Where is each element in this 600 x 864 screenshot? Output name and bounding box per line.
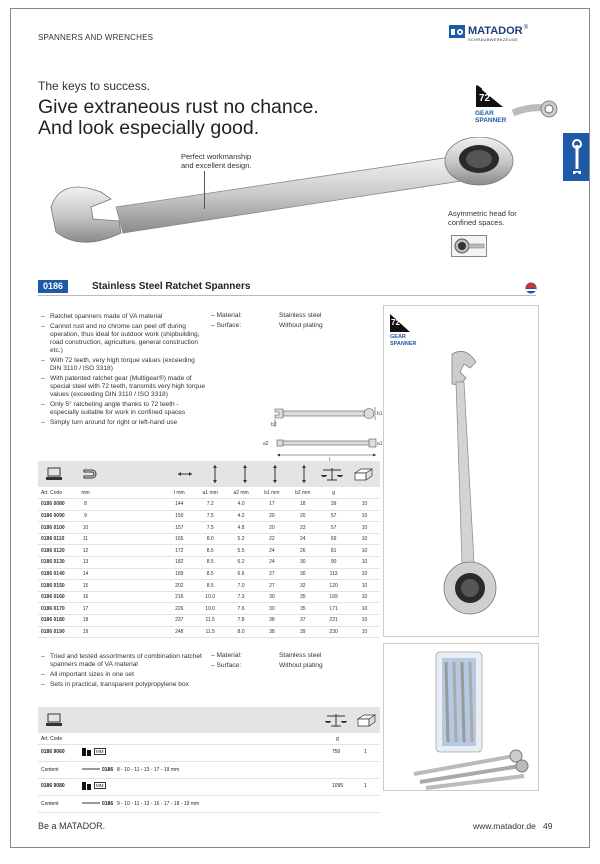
value-cell: 10 [349, 522, 380, 534]
article-code-cell: 0186 0100 [38, 522, 79, 534]
brand-subline: SCHRAUBWERKZEUGE [468, 37, 519, 42]
article-icon [46, 713, 62, 727]
article-code-cell: 0186 0130 [38, 557, 79, 569]
value-cell: 24 [256, 557, 287, 569]
qty-cell: 1 [364, 783, 367, 789]
value-cell: 10 [349, 545, 380, 557]
article-code-cell: 0186 9080 [41, 783, 65, 789]
feature-item: – Cannot rust and no chrome can peel off during operation, thus ideal for outdoor work (shipbuilding, road construction, agriculture, general construction etc.) [41, 323, 207, 355]
head-detail-image [451, 235, 487, 257]
value-cell: 7.8 [226, 615, 257, 627]
value-cell: 7.2 [195, 499, 226, 511]
table-row [38, 580, 380, 592]
qty-cell: 1 [364, 749, 367, 755]
value-cell: 7.6 [226, 603, 257, 615]
product1-specs [211, 311, 359, 331]
feature-item: – Simply turn around for right or left-hand use [41, 419, 207, 427]
value-cell: 171 [318, 603, 349, 615]
value-cell: 248 [164, 626, 195, 638]
value-cell: 11.5 [195, 615, 226, 627]
value-cell: 165 [164, 533, 195, 545]
value-cell: 226 [164, 603, 195, 615]
package-icon [353, 467, 373, 481]
value-cell: 237 [164, 615, 195, 627]
article-code-cell: 0186 0080 [38, 499, 79, 511]
value-cell: 10 [349, 603, 380, 615]
value-cell: 12 [79, 545, 92, 557]
feature-item: – Ratchet spanners made of VA material [41, 313, 207, 321]
value-cell: 18 [79, 615, 92, 627]
value-cell: 15 [79, 580, 92, 592]
ratchet-spanner-image [384, 306, 540, 636]
chapter-tab[interactable] [563, 133, 590, 181]
value-cell: 144 [164, 499, 195, 511]
brand-name: MATADOR [468, 25, 523, 37]
value-cell: 20 [287, 510, 318, 522]
section-rule [38, 295, 536, 296]
value-cell: 8.5 [195, 580, 226, 592]
set-case-icon [82, 781, 92, 791]
value-cell: 57 [318, 510, 349, 522]
value-cell: 10 [349, 510, 380, 522]
value-cell: 30 [287, 568, 318, 580]
length-icon [178, 470, 192, 478]
value-cell: 24 [256, 545, 287, 557]
feature-item: – Tried and tested assortments of combination ratchet spanners made of VA material [41, 653, 207, 669]
value-cell: 81 [318, 545, 349, 557]
scale-icon [325, 713, 347, 727]
spec-surface-label: – Surface: [211, 322, 242, 329]
value-cell: 10.0 [195, 603, 226, 615]
value-cell: 172 [164, 545, 195, 557]
content-sizes: 9 - 10 - 11 - 13 - 16 - 17 - 18 - 19 mm [117, 801, 200, 807]
set-row [38, 745, 380, 779]
dim-label-b2: b2 [271, 422, 277, 428]
value-cell: 35 [287, 603, 318, 615]
footer-slogan: Be a MATADOR. [38, 821, 106, 831]
value-cell: 8.0 [226, 626, 257, 638]
catalog-page [10, 8, 590, 848]
value-cell: 221 [318, 615, 349, 627]
spanner-size-icon [82, 466, 98, 482]
spanner-mini-icon [82, 768, 100, 770]
product2-specs [211, 651, 359, 671]
value-cell: 10 [349, 557, 380, 569]
feature-item: – With patented ratchet gear (Multigear®) made of special steel with 72 teeth, transmits very high torque values (exceeding DIN 3110 / ISO 3318) [41, 375, 207, 399]
value-cell: 24 [287, 533, 318, 545]
value-cell: 8.5 [195, 545, 226, 557]
value-cell: 27 [256, 580, 287, 592]
dim-label-b1: b1 [377, 411, 383, 417]
product2-table [38, 707, 380, 813]
value-cell: 22 [256, 533, 287, 545]
scale-icon [321, 467, 343, 481]
value-cell: 32 [287, 580, 318, 592]
product1-table [38, 461, 380, 638]
value-cell: 10 [349, 615, 380, 627]
value-cell: 4.8 [226, 522, 257, 534]
product1-table-body [38, 499, 380, 638]
value-cell: 7.5 [195, 510, 226, 522]
table-row [38, 591, 380, 603]
table-row [38, 545, 380, 557]
value-cell: 10.0 [195, 591, 226, 603]
badge-text: GEAR SPANNER [475, 110, 507, 124]
article-code-cell: 0186 0160 [38, 591, 79, 603]
table-row [38, 522, 380, 534]
product2-image-panel [383, 643, 539, 791]
value-cell: 38 [256, 626, 287, 638]
value-cell: 14 [79, 568, 92, 580]
value-cell: 10 [349, 580, 380, 592]
article-code-cell: 0186 0140 [38, 568, 79, 580]
gear-spanner-badge [473, 83, 559, 131]
product2-table-body [38, 745, 380, 813]
feature-item: – With 72 teeth, very high torque values (exceeding DIN 3110 / ISO 3318) [41, 357, 207, 373]
article-code-cell: 0186 0120 [38, 545, 79, 557]
value-cell: 57 [318, 522, 349, 534]
spec-material-value: Stainless steel [279, 652, 322, 659]
value-cell: 189 [164, 568, 195, 580]
page-number: 49 [543, 821, 553, 831]
value-cell: 23 [287, 522, 318, 534]
article-number-badge: 0186 [38, 280, 68, 293]
value-cell: 38 [256, 615, 287, 627]
value-cell: 10 [349, 626, 380, 638]
spec-surface-value: Without plating [279, 662, 323, 669]
value-cell: 27 [256, 568, 287, 580]
b2-icon [300, 465, 308, 483]
value-cell: 10 [79, 522, 92, 534]
value-cell: 11.5 [195, 626, 226, 638]
product1-data-table [38, 487, 380, 638]
spanner-tab-icon [563, 133, 590, 181]
spec-material-label: – Material: [211, 312, 242, 319]
hero-tagline: The keys to success. [38, 79, 151, 93]
article-code-cell: 0186 9060 [41, 749, 65, 755]
value-cell: 202 [164, 580, 195, 592]
article-code-cell: 0186 0180 [38, 615, 79, 627]
table-row [38, 510, 380, 522]
product2-feature-list [41, 653, 207, 691]
article-code-cell: 0186 0110 [38, 533, 79, 545]
weight-cell: 750 [332, 749, 341, 755]
value-cell: 8.5 [195, 568, 226, 580]
value-cell: 17 [256, 499, 287, 511]
value-cell: 230 [318, 626, 349, 638]
value-cell: 157 [164, 522, 195, 534]
value-cell: 20 [256, 510, 287, 522]
value-cell: 7.0 [226, 580, 257, 592]
value-cell: 120 [318, 580, 349, 592]
value-cell: 182 [164, 557, 195, 569]
value-cell: 17 [79, 603, 92, 615]
value-cell: 113 [318, 568, 349, 580]
set-row [38, 779, 380, 813]
b1-icon [271, 465, 279, 483]
a2-icon [241, 465, 249, 483]
value-cell: 19 [79, 626, 92, 638]
content-code: 0186 [102, 801, 114, 807]
value-cell: 4.0 [226, 499, 257, 511]
product1-feature-list [41, 313, 207, 429]
dim-label-a2: a2 [263, 441, 269, 447]
value-cell: 9 [79, 510, 92, 522]
spec-material-value: Stainless steel [279, 312, 322, 319]
section-label: SPANNERS AND WRENCHES [38, 33, 154, 42]
value-cell: 169 [318, 591, 349, 603]
set-case-icon [82, 747, 92, 757]
value-cell: 10 [349, 499, 380, 511]
value-cell: 39 [287, 626, 318, 638]
table-icon-band [38, 707, 380, 733]
table-row [38, 533, 380, 545]
feature-item: – Sets in practical, transparent polypropylene box [41, 681, 207, 689]
feature-item: – Only 5° ratcheting angle thanks to 72 teeth - especially suitable for work in confined spaces [41, 401, 207, 417]
value-cell: 5.2 [226, 533, 257, 545]
mm-badge: MM [96, 783, 104, 788]
article-code-cell: 0186 0170 [38, 603, 79, 615]
value-cell: 10 [349, 591, 380, 603]
table-row [38, 568, 380, 580]
hero-headline [38, 97, 319, 139]
table-row [38, 615, 380, 627]
section-title: Stainless Steel Ratchet Spanners [92, 281, 251, 292]
callout-workmanship: Perfect workmanship and excellent design. [181, 152, 252, 170]
value-cell: 216 [164, 591, 195, 603]
value-cell: 150 [164, 510, 195, 522]
footer-url[interactable]: www.matador.de [473, 821, 536, 831]
value-cell: 11 [79, 533, 92, 545]
content-code: 0186 [102, 767, 114, 773]
panel-badge-text: GEAR SPANNER [390, 334, 417, 347]
spanner-mini-icon [82, 802, 100, 804]
mm-badge: MM [96, 749, 104, 754]
value-cell: 20 [256, 522, 287, 534]
badge-number: 72 [479, 93, 491, 104]
article-code-cell: 0186 0090 [38, 510, 79, 522]
dimension-diagram [265, 405, 385, 465]
value-cell: 8.0 [195, 533, 226, 545]
article-code-cell: 0186 0150 [38, 580, 79, 592]
value-cell: 8 [79, 499, 92, 511]
spec-surface-value: Without plating [279, 322, 323, 329]
value-cell: 37 [287, 615, 318, 627]
content-label: Content [41, 767, 59, 773]
value-cell: 13 [79, 557, 92, 569]
feature-item: – All important sizes in one set [41, 671, 207, 679]
callout-line [204, 171, 205, 209]
value-cell: 6.2 [226, 557, 257, 569]
article-code-cell: 0186 0190 [38, 626, 79, 638]
headline-line-2: And look especially good. [38, 117, 260, 139]
brand-logo: MATADOR ® SCHRAUBWERKZEUGE [449, 25, 528, 37]
value-cell: 30 [256, 591, 287, 603]
content-sizes: 8 - 10 - 11 - 13 - 17 - 19 mm [117, 767, 180, 773]
value-cell: 10 [349, 533, 380, 545]
weight-cell: 1095 [332, 783, 344, 789]
brand-mark-icon [449, 25, 465, 37]
a1-icon [211, 465, 219, 483]
table-icon-band [38, 461, 380, 487]
value-cell: 18 [287, 499, 318, 511]
value-cell: 26 [287, 545, 318, 557]
content-label: Content [41, 801, 59, 807]
product1-image-panel [383, 305, 539, 637]
table-row [38, 499, 380, 511]
panel-badge-number: 72 [391, 318, 400, 327]
spec-surface-label: – Surface: [211, 662, 242, 669]
value-cell: 35 [287, 591, 318, 603]
callout-head: Asymmetric head for confined spaces. [448, 209, 517, 227]
value-cell: 16 [79, 591, 92, 603]
quality-seal-icon [525, 281, 537, 299]
value-cell: 39 [318, 499, 349, 511]
value-cell: 30 [287, 557, 318, 569]
value-cell: 69 [318, 533, 349, 545]
table-row [38, 557, 380, 569]
spec-material-label: – Material: [211, 652, 242, 659]
value-cell: 6.6 [226, 568, 257, 580]
value-cell: 4.2 [226, 510, 257, 522]
value-cell: 8.5 [195, 557, 226, 569]
table-row [38, 603, 380, 615]
table-header-row: Art. Code g [38, 733, 380, 745]
value-cell: 7.5 [195, 522, 226, 534]
headline-line-1: Give extraneous rust no chance. [38, 96, 319, 118]
dim-label-l: l [329, 457, 331, 463]
value-cell: 5.5 [226, 545, 257, 557]
table-row [38, 626, 380, 638]
value-cell: 30 [256, 603, 287, 615]
table-header-row: Art. Code mm l mm a1 mm a2 mm b1 mm b2 mm g [38, 487, 380, 499]
article-icon [46, 467, 62, 481]
package-icon [356, 713, 376, 727]
value-cell: 10 [349, 568, 380, 580]
dim-label-a1: a1 [377, 441, 383, 447]
ring-head-icon [452, 236, 486, 256]
spanner-set-image [384, 644, 540, 792]
value-cell: 7.3 [226, 591, 257, 603]
value-cell: 90 [318, 557, 349, 569]
